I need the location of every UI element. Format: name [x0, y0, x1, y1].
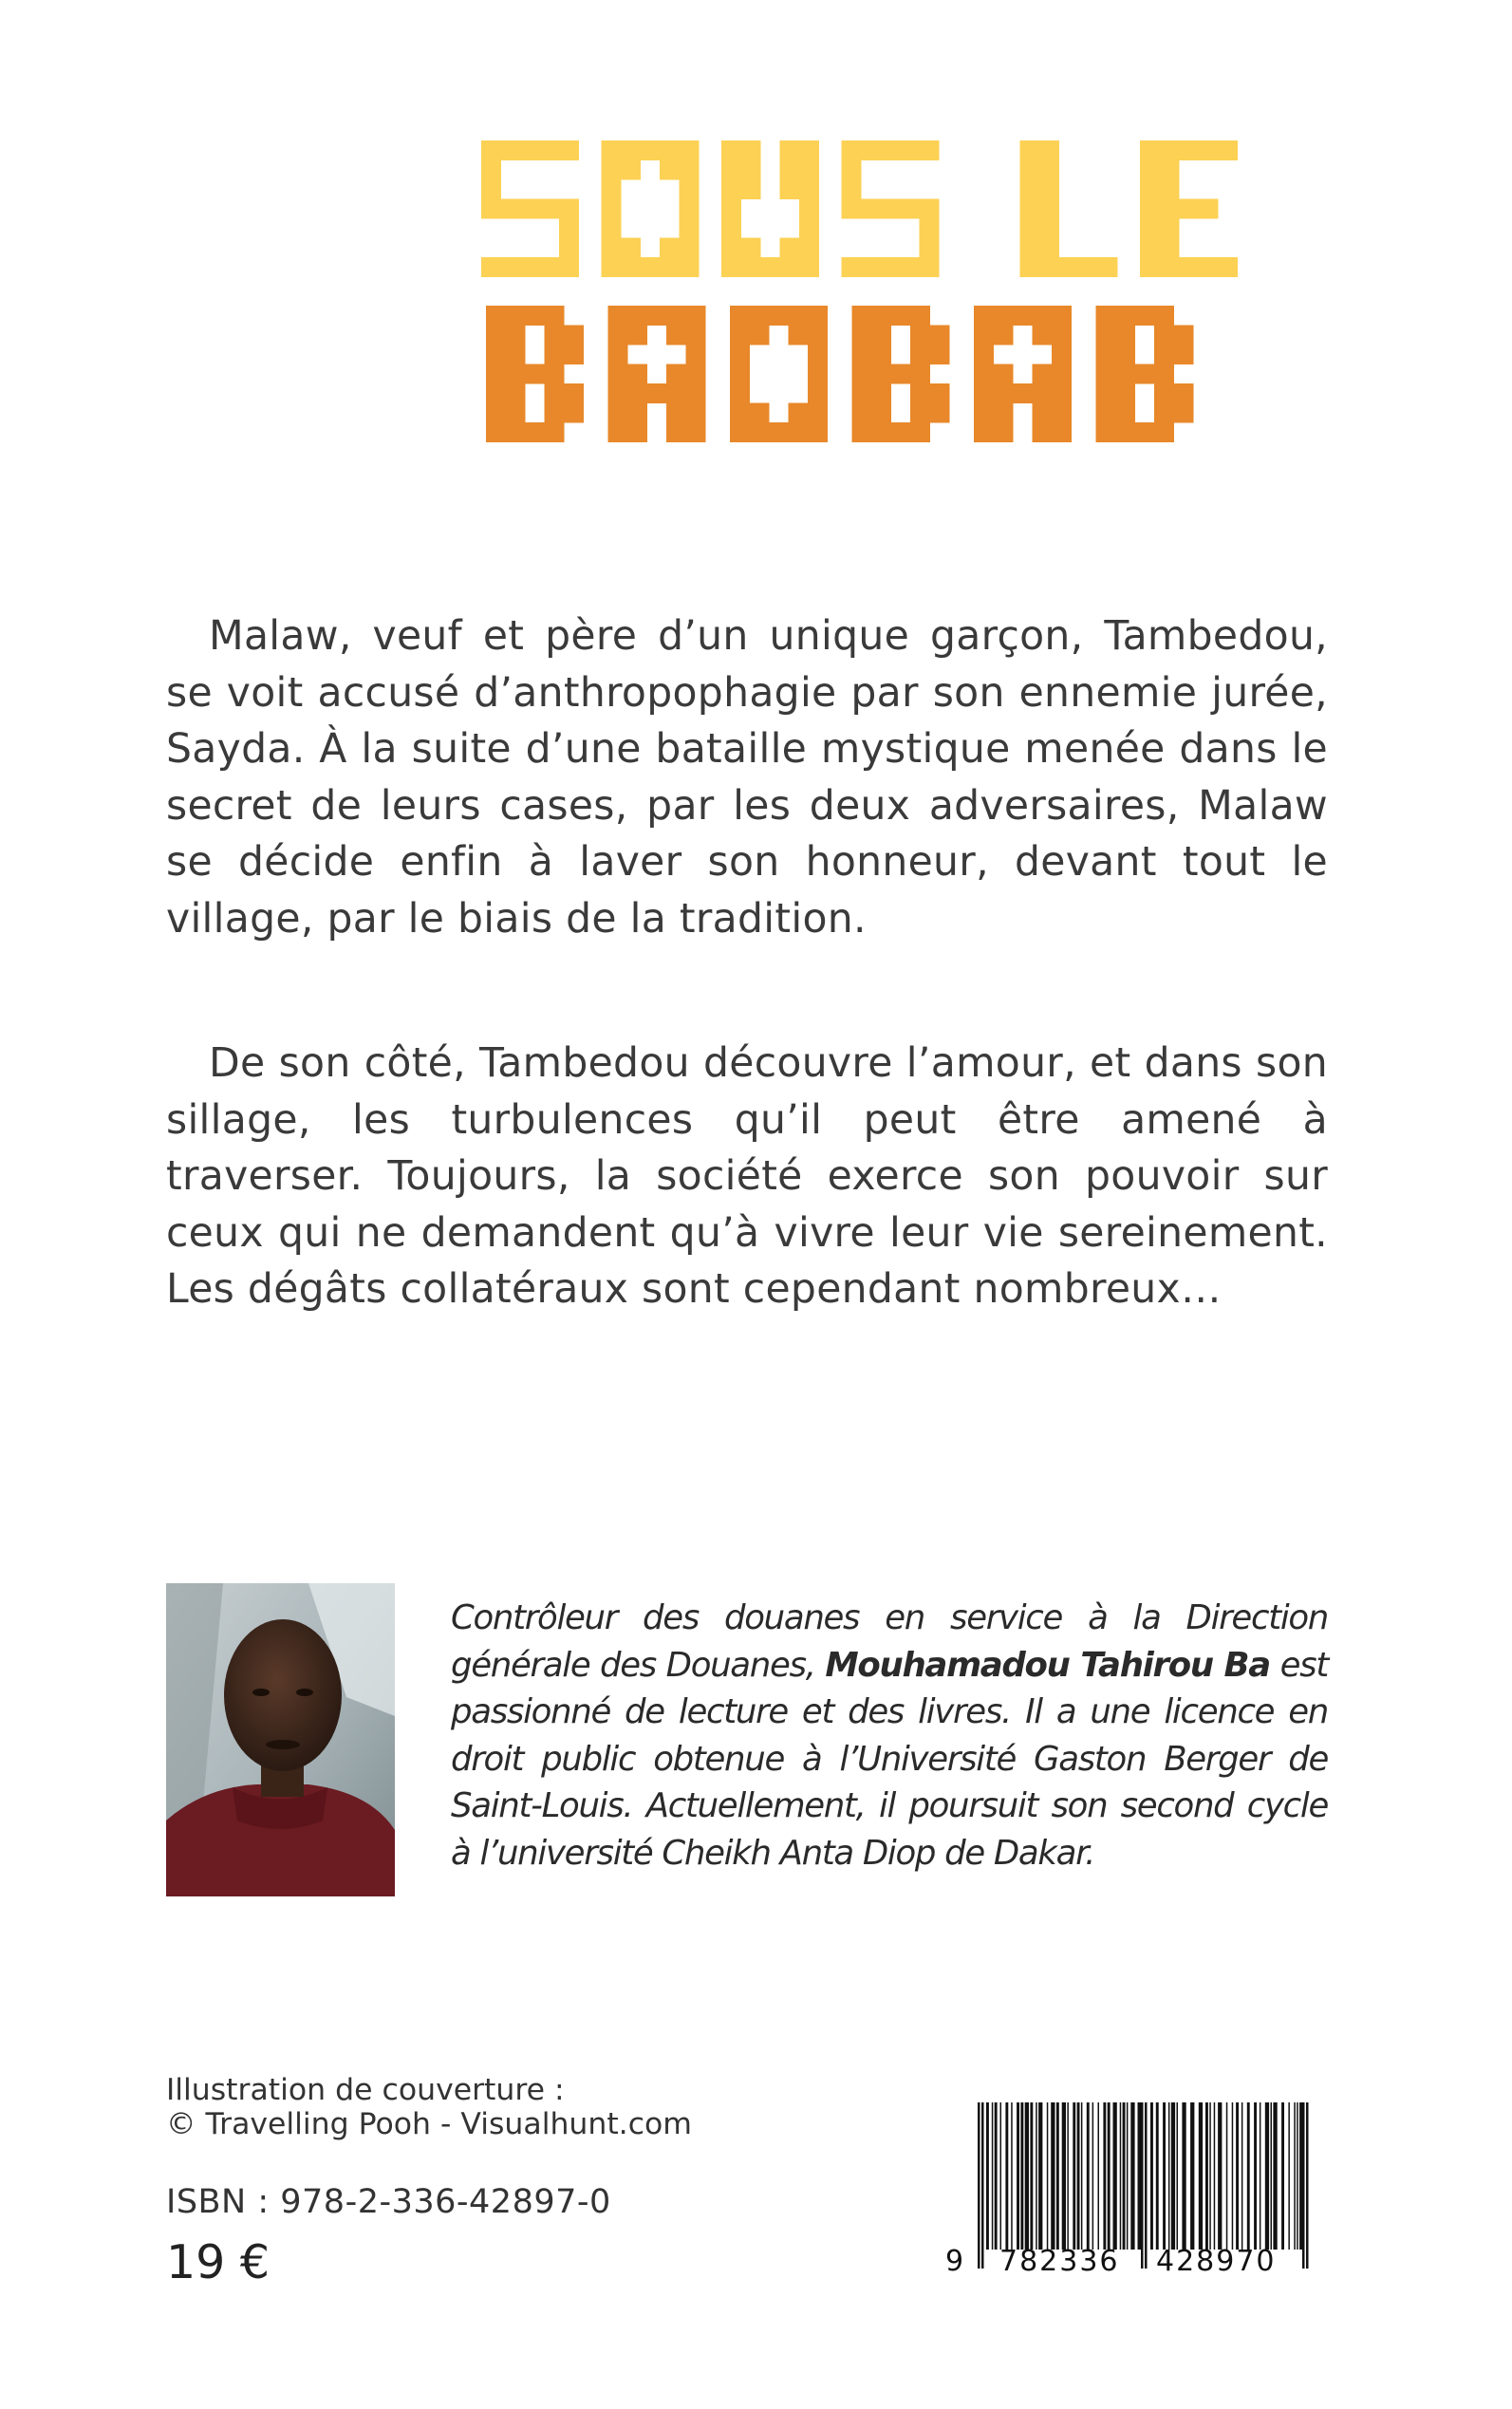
- barcode-bar: [1081, 2102, 1083, 2250]
- barcode-bar: [1182, 2102, 1185, 2250]
- author-name: Mouhamadou Tahirou Ba: [825, 1645, 1270, 1685]
- title-letter-l: [1020, 140, 1118, 277]
- barcode-bar: [1294, 2102, 1296, 2250]
- barcode-bar: [1113, 2102, 1117, 2250]
- title-letter-b: [1096, 306, 1194, 442]
- isbn: ISBN : 978-2-336-42897-0: [166, 2183, 611, 2221]
- barcode-bar: [1163, 2102, 1166, 2250]
- barcode-guard-bar: [981, 2102, 984, 2269]
- barcode-bar: [1038, 2102, 1042, 2250]
- barcode-bar: [1036, 2102, 1037, 2250]
- barcode-bar: [1127, 2102, 1129, 2250]
- barcode-guard-bar: [1306, 2102, 1309, 2269]
- barcode-bar: [1236, 2102, 1239, 2250]
- barcode-bar: [1025, 2102, 1029, 2250]
- barcode-bar: [1005, 2102, 1008, 2250]
- isbn-barcode: [940, 2093, 1338, 2278]
- title-letter-a: [608, 306, 706, 442]
- book-title: [0, 0, 1512, 475]
- barcode-bar: [995, 2102, 998, 2250]
- price: 19 €: [166, 2235, 271, 2289]
- barcode-bar: [1123, 2102, 1126, 2250]
- barcode-digit-first: 9: [945, 2245, 964, 2278]
- barcode-bar: [1168, 2102, 1170, 2250]
- barcode-bar: [1067, 2102, 1069, 2250]
- barcode-bar: [1062, 2102, 1066, 2250]
- title-letter-u: [721, 140, 819, 277]
- barcode-bar: [1017, 2102, 1019, 2250]
- barcode-bar: [1120, 2102, 1122, 2250]
- barcode-bar: [1205, 2102, 1208, 2250]
- barcode-bar: [1199, 2102, 1203, 2250]
- barcode-bar: [992, 2102, 994, 2250]
- barcode-bar: [1226, 2102, 1228, 2250]
- barcode-bar: [1297, 2102, 1298, 2250]
- synopsis-paragraph-1: Malaw, veuf et père d’un unique garçon, Tambedou, se voit accusé d’anthropophagie par son ennemie jurée, Sayda. À la suite d’une bataille mystique menée dans le secret de leurs cases, par les deux adversaires, Malaw se décide enfin à laver son honneur, devant tout le village, par le biais de la tradition.: [166, 613, 1328, 943]
- barcode-bar: [1020, 2102, 1023, 2250]
- barcode-bar: [1232, 2102, 1234, 2250]
- title-letter-s: [842, 140, 940, 277]
- barcode-bar: [1000, 2102, 1002, 2250]
- barcode-bar: [1241, 2102, 1243, 2250]
- barcode-bar: [1214, 2102, 1216, 2250]
- barcode-bar: [1190, 2102, 1194, 2250]
- barcode-digits-left: 782336: [999, 2245, 1120, 2278]
- barcode-bar: [1092, 2102, 1094, 2250]
- barcode-bar: [1247, 2102, 1250, 2250]
- author-bio: Contrôleur des douanes en service à la Direction générale des Douanes, Mouhamadou Tahirou Ba est passionné de lecture et des livres. Il a une licence en droit public obtenue à l’Université Gaston Berger de Saint-Louis. Actuellement, il poursuit son second cycle à l’université Cheikh Anta Diop de Dakar.: [451, 1598, 1328, 1873]
- barcode-digits-right: 428970: [1156, 2245, 1277, 2278]
- barcode-bar: [1103, 2102, 1106, 2250]
- barcode-bar: [1056, 2102, 1059, 2250]
- title-line-2: [486, 306, 1194, 442]
- barcode-bar: [1288, 2102, 1290, 2250]
- barcode-bar: [1030, 2102, 1033, 2250]
- title-letter-o: [602, 140, 700, 277]
- barcode-bar: [1130, 2102, 1134, 2250]
- title-letter-b: [852, 306, 950, 442]
- barcode-bar: [1281, 2102, 1284, 2250]
- barcode-bar: [1265, 2102, 1269, 2250]
- barcode-guard-bar: [1302, 2102, 1305, 2269]
- barcode-guard-bar: [978, 2102, 980, 2269]
- barcode-bar: [1108, 2102, 1111, 2250]
- barcode-bar: [986, 2102, 989, 2250]
- cover-illustration-credit: Illustration de couverture : © Travelling Pooh - Visualhunt.com: [166, 2073, 692, 2141]
- barcode-bar: [1156, 2102, 1159, 2250]
- barcode-bar: [1047, 2102, 1049, 2250]
- author-photo: [166, 1583, 395, 1896]
- barcode-bar: [1218, 2102, 1222, 2250]
- barcode-bar: [1087, 2102, 1090, 2250]
- barcode-bar: [1077, 2102, 1080, 2250]
- barcode-bar: [1177, 2102, 1179, 2250]
- barcode-guard-bar: [1145, 2102, 1148, 2269]
- title-letter-b: [486, 306, 584, 442]
- barcode-bar: [1209, 2102, 1211, 2250]
- title-letter-a: [974, 306, 1072, 442]
- barcode-bar: [1171, 2102, 1175, 2250]
- barcode-bar: [1299, 2102, 1302, 2250]
- title-letter-e: [1140, 140, 1238, 277]
- barcode-bar: [1271, 2102, 1273, 2250]
- barcode-bar: [1273, 2102, 1277, 2250]
- barcode-bar: [1260, 2102, 1261, 2250]
- barcode-bar: [1150, 2102, 1153, 2250]
- barcode-bar: [1011, 2102, 1013, 2250]
- title-line-1: [481, 140, 1238, 277]
- synopsis-paragraph-2: De son côté, Tambedou découvre l’amour, et dans son sillage, les turbulences qu’il peut être amené à traverser. Toujours, la société exerce son pouvoir sur ceux qui ne demandent qu’à vivre leur vie sereinement. Les dégâts collatéraux sont cependant nombreux…: [166, 1040, 1328, 1313]
- barcode-bar: [1073, 2102, 1075, 2250]
- barcode-bar: [1254, 2102, 1257, 2250]
- barcode-bar: [1098, 2102, 1100, 2250]
- barcode-guard-bar: [1141, 2102, 1144, 2269]
- title-letter-o: [730, 306, 828, 442]
- title-letter-s: [481, 140, 579, 277]
- barcode-bar: [1051, 2102, 1055, 2250]
